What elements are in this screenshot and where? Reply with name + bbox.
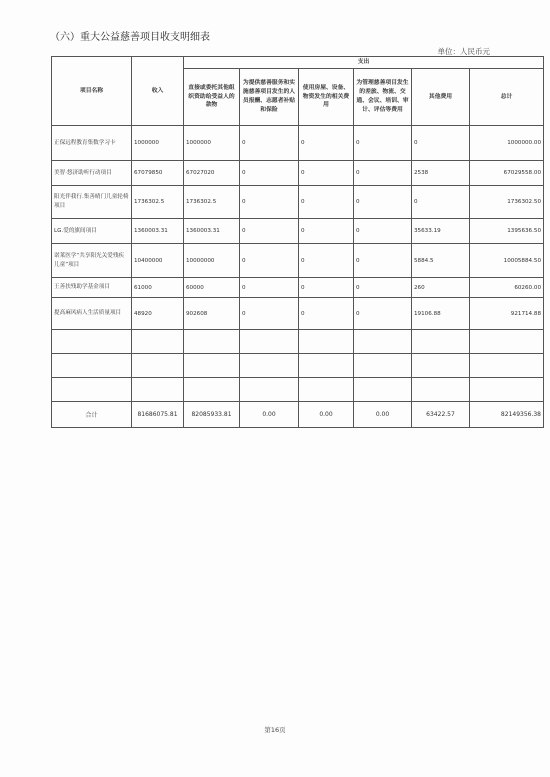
header-management-cost: 为管理慈善项目发生的差旅、物流、交通、会议、培训、审计、评估等费用 xyxy=(354,69,412,126)
cell-direct: 1000000 xyxy=(184,126,240,161)
table-row xyxy=(52,126,544,161)
summary-management: 0.00 xyxy=(354,402,412,428)
header-staff-cost: 为提供慈善服务和实施慈善项目发生的人员报酬、志愿者补贴和保险 xyxy=(240,69,299,126)
empty-cell xyxy=(240,354,299,378)
empty-cell xyxy=(184,330,240,354)
cell-management: 0 xyxy=(354,244,412,278)
cell-direct: 10000000 xyxy=(184,244,240,278)
cell-staff: 0 xyxy=(240,244,299,278)
page-number: 第16页 xyxy=(264,726,286,734)
cell-property: 0 xyxy=(299,186,354,219)
cell-management: 0 xyxy=(354,161,412,186)
summary-other: 63422.57 xyxy=(412,402,470,428)
currency-unit: 单位：人民币元 xyxy=(437,47,490,56)
cell-direct: 67027020 xyxy=(184,161,240,186)
cell-other: 35633.19 xyxy=(412,219,470,244)
summary-income: 81686075.81 xyxy=(132,402,184,428)
empty-cell xyxy=(354,354,412,378)
cell-staff: 0 xyxy=(240,298,299,330)
cell-property: 0 xyxy=(299,161,354,186)
cell-management: 0 xyxy=(354,126,412,161)
cell-management: 0 xyxy=(354,298,412,330)
empty-cell xyxy=(132,354,184,378)
empty-cell xyxy=(52,378,132,402)
header-total: 总计 xyxy=(470,69,544,126)
cell-staff: 0 xyxy=(240,161,299,186)
summary-property: 0.00 xyxy=(299,402,354,428)
cell-staff: 0 xyxy=(240,126,299,161)
cell-name: 诺莱医学“共享阳光关爱残疾儿童”项目 xyxy=(52,244,132,278)
cell-direct: 1736302.5 xyxy=(184,186,240,219)
cell-management: 0 xyxy=(354,278,412,298)
cell-total: 10005884.50 xyxy=(470,244,544,278)
cell-name: 王善扶残助学基金项目 xyxy=(52,278,132,298)
cell-management: 0 xyxy=(354,186,412,219)
cell-total: 67029558.00 xyxy=(470,161,544,186)
cell-name: 正保远程教育集数学习卡 xyxy=(52,126,132,161)
cell-other: 19106.88 xyxy=(412,298,470,330)
cell-direct: 902608 xyxy=(184,298,240,330)
header-expense-group: 支出 xyxy=(184,57,544,69)
empty-cell xyxy=(412,354,470,378)
empty-cell xyxy=(240,378,299,402)
cell-staff: 0 xyxy=(240,219,299,244)
empty-cell xyxy=(470,354,544,378)
cell-other: 5884.5 xyxy=(412,244,470,278)
summary-total: 82149356.38 xyxy=(470,402,544,428)
table-row xyxy=(52,278,544,298)
project-expense-table xyxy=(51,56,544,428)
cell-other: 260 xyxy=(412,278,470,298)
empty-row xyxy=(52,354,544,378)
empty-row xyxy=(52,330,544,354)
cell-name: 阳光伴我行.集善晴门儿童轮椅项目 xyxy=(52,186,132,219)
empty-cell xyxy=(132,378,184,402)
empty-cell xyxy=(299,378,354,402)
cell-other: 0 xyxy=(412,186,470,219)
empty-cell xyxy=(470,330,544,354)
cell-name: 美智·悠济助听行动项目 xyxy=(52,161,132,186)
cell-total: 921714.88 xyxy=(470,298,544,330)
empty-cell xyxy=(354,378,412,402)
empty-cell xyxy=(184,378,240,402)
cell-total: 1395636.50 xyxy=(470,219,544,244)
cell-staff: 0 xyxy=(240,186,299,219)
cell-income: 10400000 xyxy=(132,244,184,278)
cell-income: 1360003.31 xyxy=(132,219,184,244)
cell-income: 48920 xyxy=(132,298,184,330)
empty-cell xyxy=(354,330,412,354)
header-property-cost: 使用房屋、设备、物资发生的相关费用 xyxy=(299,69,354,126)
cell-management: 0 xyxy=(354,219,412,244)
table-title: （六）重大公益慈善项目收支明细表 xyxy=(50,32,210,43)
empty-cell xyxy=(52,330,132,354)
header-income: 收入 xyxy=(132,57,184,126)
summary-staff: 0.00 xyxy=(240,402,299,428)
cell-direct: 1360003.31 xyxy=(184,219,240,244)
cell-income: 1000000 xyxy=(132,126,184,161)
header-project-name: 项目名称 xyxy=(52,57,132,126)
cell-property: 0 xyxy=(299,278,354,298)
empty-cell xyxy=(412,330,470,354)
cell-income: 1736302.5 xyxy=(132,186,184,219)
empty-cell xyxy=(412,378,470,402)
empty-cell xyxy=(240,330,299,354)
cell-property: 0 xyxy=(299,298,354,330)
cell-staff: 0 xyxy=(240,278,299,298)
empty-row xyxy=(52,378,544,402)
table-row xyxy=(52,161,544,186)
cell-name: LG.爱的旗间项目 xyxy=(52,219,132,244)
empty-cell xyxy=(299,330,354,354)
cell-property: 0 xyxy=(299,219,354,244)
cell-total: 60260.00 xyxy=(470,278,544,298)
cell-other: 2538 xyxy=(412,161,470,186)
table-row xyxy=(52,186,544,219)
summary-label: 合计 xyxy=(52,402,132,428)
empty-cell xyxy=(299,354,354,378)
cell-other: 0 xyxy=(412,126,470,161)
header-other-cost: 其他费用 xyxy=(412,69,470,126)
summary-direct: 82085933.81 xyxy=(184,402,240,428)
empty-cell xyxy=(470,378,544,402)
cell-total: 1736302.50 xyxy=(470,186,544,219)
cell-income: 67079850 xyxy=(132,161,184,186)
empty-cell xyxy=(132,330,184,354)
cell-direct: 60000 xyxy=(184,278,240,298)
cell-total: 1000000.00 xyxy=(470,126,544,161)
cell-property: 0 xyxy=(299,244,354,278)
summary-row xyxy=(52,402,544,428)
cell-property: 0 xyxy=(299,126,354,161)
empty-cell xyxy=(52,354,132,378)
cell-name: 提高麻风病人生活质量项目 xyxy=(52,298,132,330)
table-row xyxy=(52,219,544,244)
header-direct-aid: 直接或委托其他组织资助给受益人的款物 xyxy=(184,69,240,126)
empty-cell xyxy=(184,354,240,378)
cell-income: 61000 xyxy=(132,278,184,298)
table-row xyxy=(52,298,544,330)
table-row xyxy=(52,244,544,278)
